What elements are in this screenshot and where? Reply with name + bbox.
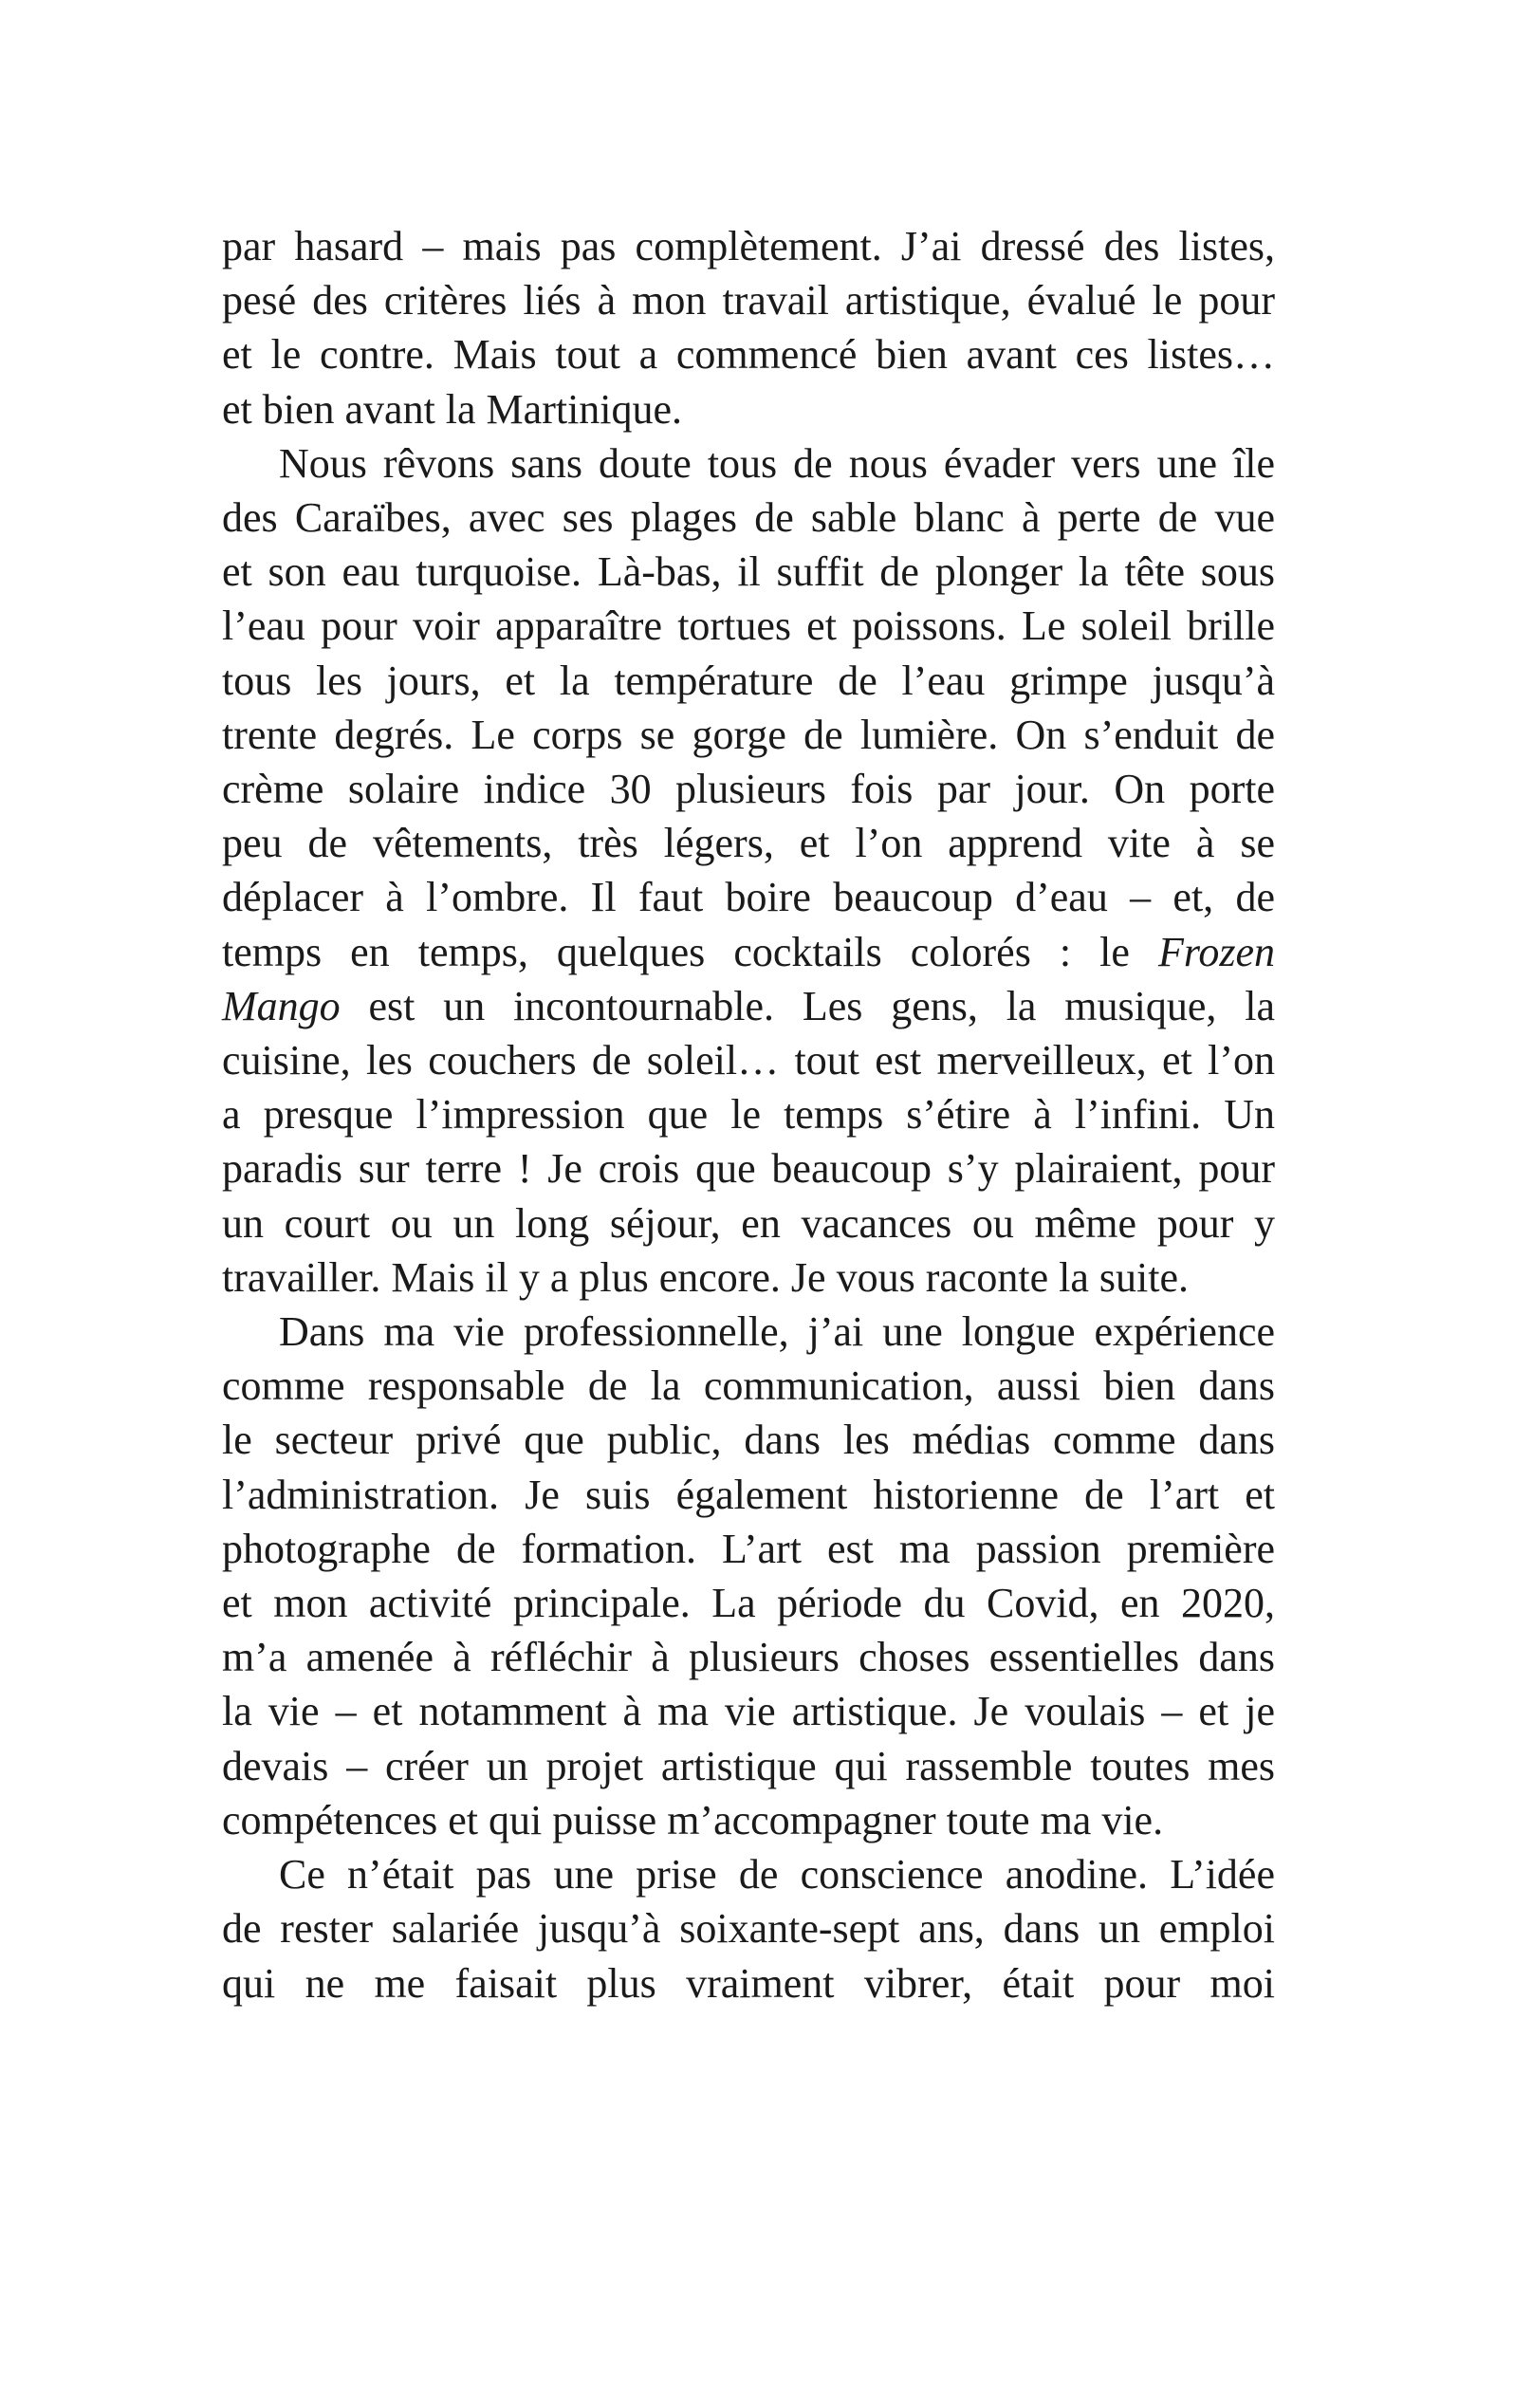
- text-line: [222, 979, 1275, 1033]
- text-line: Dans ma vie professionnelle, j’ai une longue expérience: [279, 1308, 1275, 1356]
- text-line: par hasard – mais pas complètement. J’ai dressé des listes,: [222, 223, 1275, 269]
- italic-text: Frozen: [1157, 928, 1276, 975]
- text-line: et bien avant la Martinique.: [222, 385, 683, 433]
- text-line: devais – créer un projet artistique qui rassemble toutes mes: [222, 1742, 1275, 1789]
- text-line: de rester salariée jusqu’à soixante-sept ans, dans un emploi: [222, 1905, 1275, 1953]
- text-line: [222, 925, 1275, 979]
- paragraph-3: [222, 1305, 1275, 1847]
- text-line: l’administration. Je suis également historienne de l’art et: [222, 1471, 1275, 1518]
- paragraph-2: [222, 436, 1275, 1305]
- text-line: trente degrés. Le corps se gorge de lumière. On s’enduit de: [222, 711, 1275, 758]
- text-line: la vie – et notamment à ma vie artistique. Je voulais – et je: [222, 1688, 1275, 1735]
- text-line: l’eau pour voir apparaître tortues et poissons. Le soleil brille: [222, 602, 1275, 650]
- text-line: et mon activité principale. La période du Covid, en 2020,: [222, 1580, 1275, 1627]
- text-line: un court ou un long séjour, en vacances ou même pour y: [222, 1199, 1275, 1247]
- text-line: m’a amenée à réfléchir à plusieurs choses essentielles dans: [222, 1634, 1275, 1681]
- text-line: le secteur privé que public, dans les médias comme dans: [222, 1417, 1275, 1464]
- text-segment: temps en temps, quelques cocktails colorés : le: [222, 928, 1130, 975]
- text-line: a presque l’impression que le temps s’étire à l’infini. Un: [222, 1091, 1275, 1139]
- text-line: Ce n’était pas une prise de conscience anodine. L’idée: [279, 1851, 1275, 1899]
- text-line: compétences et qui puisse m’accompagner toute ma vie.: [222, 1796, 1164, 1843]
- text-segment: est un incontournable. Les gens, la musique, la: [368, 982, 1275, 1029]
- text-line: pesé des critères liés à mon travail artistique, évalué le pour: [222, 277, 1275, 324]
- text-line: cuisine, les couchers de soleil… tout est merveilleux, et l’on: [222, 1037, 1275, 1084]
- book-page: [222, 219, 1275, 2010]
- paragraph-4: [222, 1847, 1275, 2010]
- text-line: travailler. Mais il y a plus encore. Je vous raconte la suite.: [222, 1253, 1190, 1301]
- text-line: et son eau turquoise. Là-bas, il suffit de plonger la tête sous: [222, 548, 1275, 596]
- text-line: Nous rêvons sans doute tous de nous évader vers une île: [279, 439, 1275, 487]
- italic-text: Mango: [222, 982, 341, 1029]
- text-line: déplacer à l’ombre. Il faut boire beaucoup d’eau – et, de: [222, 874, 1275, 921]
- text-line: peu de vêtements, très légers, et l’on apprend vite à se: [222, 820, 1275, 867]
- text-line: crème solaire indice 30 plusieurs fois par jour. On porte: [222, 766, 1275, 813]
- text-line: des Caraïbes, avec ses plages de sable blanc à perte de vue: [222, 494, 1275, 542]
- text-line: paradis sur terre ! Je crois que beaucoup s’y plairaient, pour: [222, 1145, 1275, 1193]
- text-line: tous les jours, et la température de l’eau grimpe jusqu’à: [222, 657, 1275, 704]
- text-line: et le contre. Mais tout a commencé bien avant ces listes…: [222, 331, 1275, 379]
- paragraph-1: [222, 219, 1275, 436]
- text-line: qui ne me faisait plus vraiment vibrer, était pour moi: [222, 1959, 1275, 2007]
- text-line: photographe de formation. L’art est ma passion première: [222, 1525, 1275, 1572]
- text-line: comme responsable de la communication, aussi bien dans: [222, 1362, 1275, 1410]
